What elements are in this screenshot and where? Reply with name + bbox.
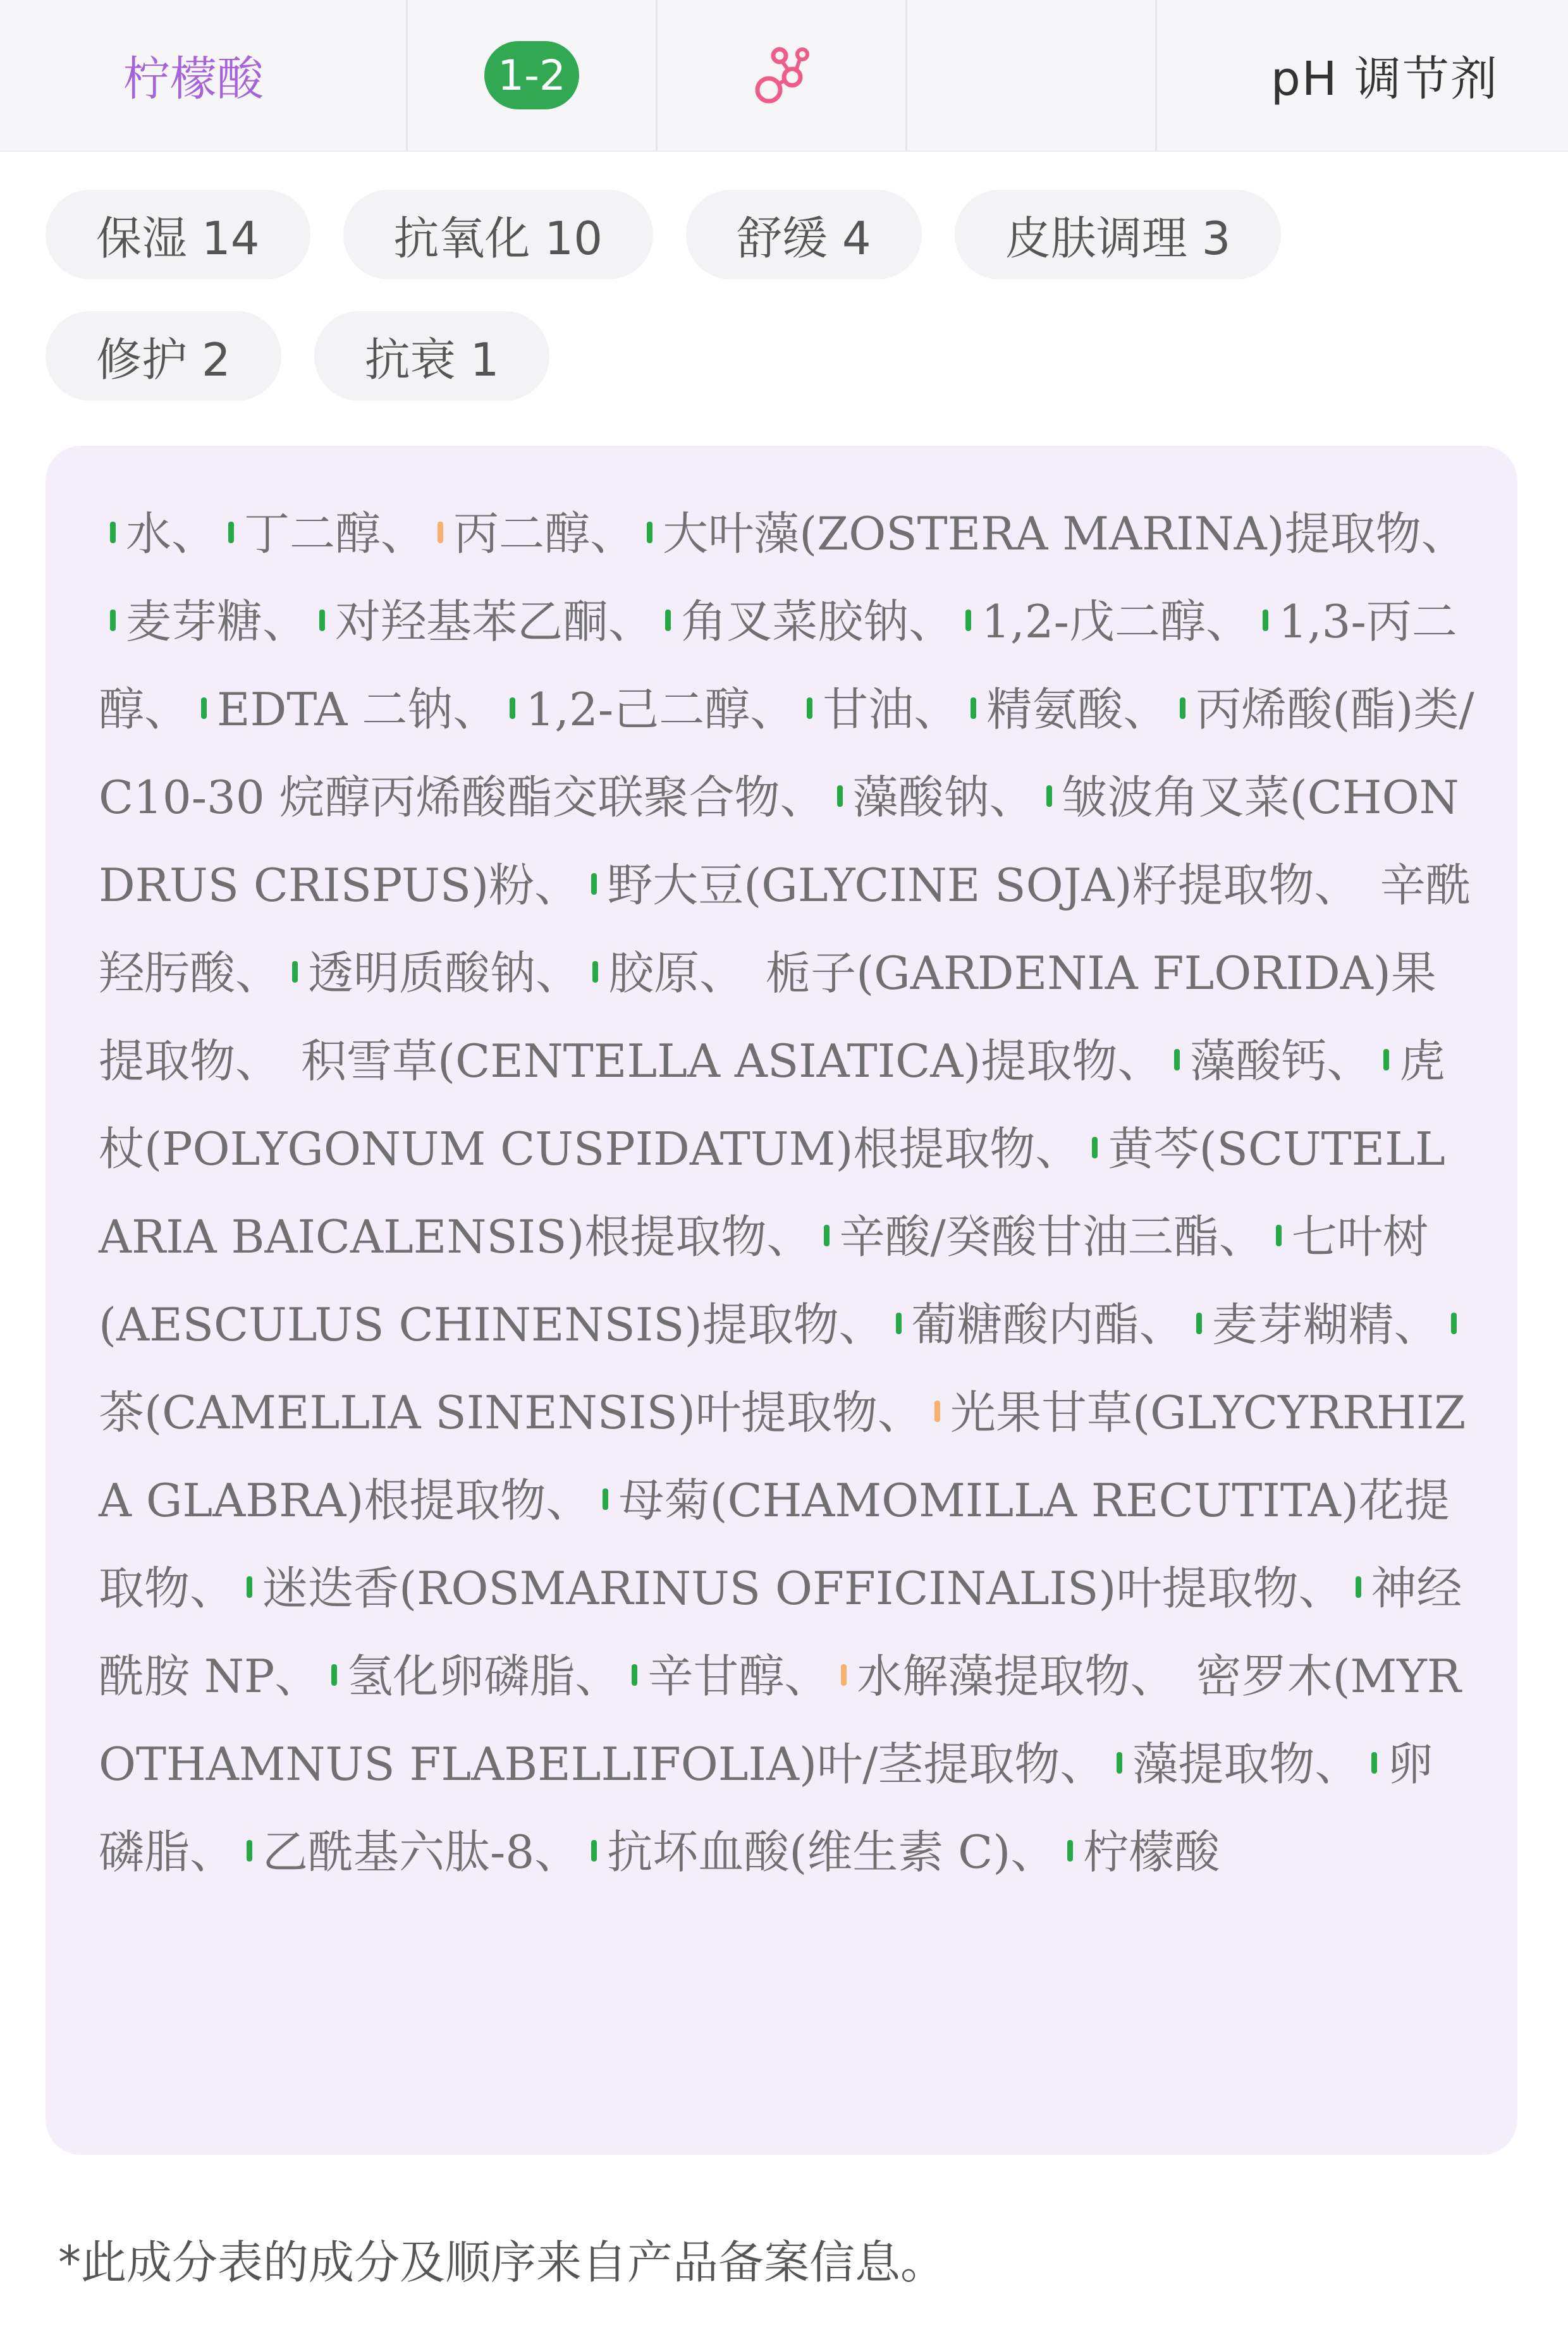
separator: 、 (914, 683, 960, 736)
ingredient-name: 丙烯酸(酯)类/C10-30 烷醇丙烯酸酯交联聚合物 (99, 683, 1474, 824)
ingredient-item[interactable] (99, 595, 262, 648)
ingredient-item[interactable] (812, 1210, 1219, 1263)
ingredient-name: 神经酰胺 NP (99, 1562, 1462, 1703)
safety-score-cell (408, 0, 658, 150)
ingredient-item[interactable] (830, 1650, 1130, 1703)
ingredient-item[interactable] (954, 595, 1206, 648)
ingredient-item[interactable] (426, 507, 590, 560)
safety-marker (110, 522, 116, 543)
safety-marker (247, 1576, 252, 1598)
separator: 、 (171, 507, 217, 560)
separator: 、 (235, 947, 281, 1000)
separator: 、 (780, 771, 826, 824)
safety-marker (603, 1488, 608, 1510)
ingredient-item[interactable] (826, 771, 989, 824)
safety-marker (841, 1664, 847, 1686)
efficacy-tags (46, 190, 1525, 432)
ingredient-name: 藻提取物 (1132, 1738, 1315, 1791)
separator: 、 (1314, 859, 1360, 912)
separator: 、 (766, 1210, 812, 1263)
ingredient-item[interactable] (190, 683, 453, 736)
safety-marker (807, 697, 812, 719)
separator: 、 (1218, 1210, 1265, 1263)
ingredient-name: 辛酰羟肟酸 (99, 859, 1471, 1000)
safety-marker (319, 610, 325, 631)
ingredient-name: 葡糖酸内酯 (911, 1298, 1139, 1351)
ingredient-item[interactable] (281, 947, 536, 1000)
ingredient-name: 母菊(CHAMOMILLA RECUTITA)花提取物 (99, 1474, 1450, 1615)
tag-soothing[interactable]: 舒缓 4 (686, 190, 922, 279)
separator: 、 (534, 859, 580, 912)
safety-marker (1067, 1840, 1073, 1862)
safety-marker (1196, 1313, 1202, 1334)
safety-marker (1117, 1752, 1122, 1774)
ingredient-name: 角叉菜胶钠 (681, 595, 909, 648)
tag-anti-aging[interactable]: 抗衰 1 (314, 311, 550, 401)
safety-marker (647, 522, 652, 543)
safety-marker (965, 610, 971, 631)
separator: 、 (546, 1474, 592, 1527)
ingredient-name: 对羟基苯乙酮 (335, 595, 609, 648)
ingredient-name: 皱波角叉菜(CHONDRUS CRISPUS)粉 (99, 771, 1459, 912)
safety-marker (837, 785, 843, 807)
safety-marker (1174, 1049, 1180, 1070)
separator: 、 (1010, 1825, 1057, 1879)
empty-cell (907, 0, 1157, 150)
ingredient-name: 水解藻提取物 (857, 1650, 1130, 1703)
molecule-cell (658, 0, 907, 150)
separator: 、 (235, 1034, 281, 1088)
ingredient-item[interactable] (281, 1034, 1117, 1088)
safety-marker (1092, 1137, 1098, 1158)
ingredient-item[interactable] (308, 595, 608, 648)
ingredient-name: 茶(CAMELLIA SINENSIS)叶提取物 (99, 1386, 878, 1439)
safety-marker (934, 1401, 940, 1422)
ingredient-name: 乙酰基六肽-8 (262, 1825, 535, 1879)
ingredient-header-row[interactable] (0, 0, 1568, 152)
ingredient-name: 丁二醇 (244, 507, 381, 560)
safety-badge: 1-2 (484, 41, 579, 109)
ingredient-item[interactable] (959, 683, 1123, 736)
ingredient-name: 麦芽糖 (126, 595, 263, 648)
separator: 、 (1393, 1298, 1440, 1351)
footnote: *此成分表的成分及顺序来自产品备案信息。 (58, 2236, 946, 2289)
safety-marker (286, 1049, 296, 1070)
ingredient-item[interactable] (620, 1650, 784, 1703)
ingredient-name: 水 (126, 507, 172, 560)
ingredient-name: 藻酸钠 (852, 771, 989, 824)
separator: 、 (536, 947, 582, 1000)
ingredient-name-cell (0, 0, 408, 150)
ingredient-name: 野大豆(GLYCINE SOJA)籽提取物 (607, 859, 1314, 912)
safety-marker (824, 1225, 830, 1246)
ingredient-name: 麦芽糊精 (1211, 1298, 1394, 1351)
separator: 、 (590, 507, 636, 560)
separator: 、 (1035, 1122, 1081, 1175)
ingredient-name: 柠檬酸 (123, 52, 264, 106)
separator: 、 (1117, 1034, 1163, 1088)
safety-marker (1276, 1225, 1282, 1246)
safety-marker (1046, 785, 1052, 807)
ingredient-item[interactable] (1105, 1738, 1314, 1791)
purpose-cell (1157, 0, 1568, 150)
safety-marker (971, 697, 976, 719)
separator: 、 (1060, 1738, 1106, 1791)
separator: 、 (190, 1825, 236, 1879)
ingredient-item[interactable] (235, 1562, 1299, 1615)
safety-marker (201, 697, 207, 719)
safety-marker (1180, 1664, 1191, 1686)
safety-marker (632, 1664, 637, 1686)
ingredient-name: 氢化卵磷脂 (347, 1650, 575, 1703)
separator: 、 (1139, 1298, 1185, 1351)
ingredient-item[interactable] (1163, 1034, 1326, 1088)
ingredient-list-box (46, 446, 1517, 2155)
safety-marker (247, 1840, 252, 1862)
ingredient-name: 1,2-戊二醇 (981, 595, 1206, 648)
ingredient-name: 藻酸钙 (1190, 1034, 1327, 1088)
separator: 、 (381, 507, 427, 560)
separator: 、 (1298, 1562, 1344, 1615)
ingredient-name: 丙二醇 (453, 507, 591, 560)
ingredient-name: 柠檬酸 (1083, 1825, 1220, 1879)
ingredient-name: 光果甘草(GLYCYRRHIZA GLABRA)根提取物 (99, 1386, 1466, 1527)
ingredient-name: 迷迭香(ROSMARINUS OFFICINALIS)叶提取物 (262, 1562, 1299, 1615)
safety-marker (292, 961, 298, 983)
separator: 、 (1205, 595, 1251, 648)
purpose-label: pH 调节剂 (1270, 52, 1499, 106)
safety-marker (896, 1313, 902, 1334)
separator: 、 (838, 1298, 885, 1351)
separator: 、 (1314, 1738, 1361, 1791)
safety-marker (1451, 1313, 1457, 1334)
ingredient-name: 七叶树(AESCULUS CHINENSIS)提取物 (99, 1210, 1428, 1351)
ingredient-item[interactable] (580, 1825, 1010, 1879)
ingredient-item[interactable] (635, 507, 1421, 560)
ingredient-name: 虎杖(POLYGONUM CUSPIDATUM)根提取物 (99, 1034, 1445, 1175)
ingredient-name: 1,2-己二醇 (525, 683, 750, 736)
safety-marker (750, 961, 760, 983)
separator: 、 (608, 595, 654, 648)
ingredient-item[interactable] (795, 683, 914, 736)
ingredient-name: 大叶藻(ZOSTERA MARINA)提取物 (663, 507, 1421, 560)
ingredient-list (99, 490, 1477, 1896)
ingredient-name: 甘油 (823, 683, 914, 736)
ingredient-name: 胶原 (608, 947, 700, 1000)
safety-marker (591, 873, 597, 895)
separator: 、 (534, 1825, 580, 1879)
safety-marker (331, 1664, 337, 1686)
ingredient-item[interactable] (498, 683, 750, 736)
ingredient-item[interactable] (99, 507, 171, 560)
safety-marker (110, 610, 116, 631)
safety-marker (438, 522, 443, 543)
ingredient-item[interactable] (581, 947, 699, 1000)
separator: 、 (190, 1562, 236, 1615)
separator: 、 (575, 1650, 621, 1703)
ingredient-name: 密罗木(MYROTHAMNUS FLABELLIFOLIA)叶/茎提取物 (99, 1650, 1462, 1791)
separator: 、 (274, 1650, 321, 1703)
tag-repair[interactable]: 修护 2 (46, 311, 281, 401)
safety-marker (592, 961, 598, 983)
ingredient-item[interactable] (1185, 1298, 1394, 1351)
separator: 、 (909, 595, 955, 648)
separator: 、 (453, 683, 499, 736)
ingredient-name: EDTA 二钠 (217, 683, 453, 736)
separator: 、 (1326, 1034, 1373, 1088)
ingredient-name: 黄芩(SCUTELLARIA BAICALENSIS)根提取物 (99, 1122, 1445, 1263)
safety-marker (1356, 1576, 1361, 1598)
molecule-icon (747, 40, 816, 110)
separator: 、 (1130, 1650, 1176, 1703)
separator: 、 (1421, 507, 1467, 560)
ingredient-item[interactable] (320, 1650, 575, 1703)
safety-marker (1383, 1049, 1389, 1070)
ingredient-item[interactable] (885, 1298, 1139, 1351)
separator: 、 (144, 683, 190, 736)
separator: 、 (877, 1386, 923, 1439)
safety-marker (1180, 697, 1185, 719)
separator: 、 (784, 1650, 830, 1703)
ingredient-name: 精氨酸 (986, 683, 1124, 736)
ingredient-item[interactable] (235, 1825, 534, 1879)
safety-marker (1263, 610, 1268, 631)
ingredient-item[interactable] (654, 595, 909, 648)
separator: 、 (699, 947, 745, 1000)
safety-marker (665, 610, 671, 631)
tag-skin-conditioning[interactable]: 皮肤调理 3 (955, 190, 1282, 279)
ingredient-name: 辛甘醇 (647, 1650, 785, 1703)
ingredient-name: 抗坏血酸(维生素 C) (607, 1825, 1011, 1879)
separator: 、 (989, 771, 1035, 824)
ingredient-name: 透明质酸钠 (308, 947, 536, 1000)
separator: 、 (262, 595, 309, 648)
safety-marker (1365, 873, 1375, 895)
separator: 、 (1123, 683, 1169, 736)
ingredient-item[interactable] (580, 859, 1314, 912)
ingredient-name: 卵磷脂 (99, 1738, 1433, 1879)
safety-marker (510, 697, 515, 719)
ingredient-name: 1,3-丙二醇 (99, 595, 1457, 736)
ingredient-item[interactable] (217, 507, 381, 560)
tag-moisturizing[interactable]: 保湿 14 (46, 190, 310, 279)
separator: 、 (750, 683, 796, 736)
safety-marker (228, 522, 234, 543)
ingredient-name: 积雪草(CENTELLA ASIATICA)提取物 (301, 1034, 1118, 1088)
tag-row (46, 190, 1525, 279)
ingredient-name: 栀子(GARDENIA FLORIDA)果提取物 (99, 947, 1436, 1088)
safety-marker (591, 1840, 597, 1862)
safety-marker (1371, 1752, 1377, 1774)
ingredient-item[interactable] (1056, 1825, 1220, 1879)
tag-antioxidant[interactable]: 抗氧化 10 (343, 190, 654, 279)
tag-row (46, 311, 1525, 401)
ingredient-name: 辛酸/癸酸甘油三酯 (839, 1210, 1219, 1263)
